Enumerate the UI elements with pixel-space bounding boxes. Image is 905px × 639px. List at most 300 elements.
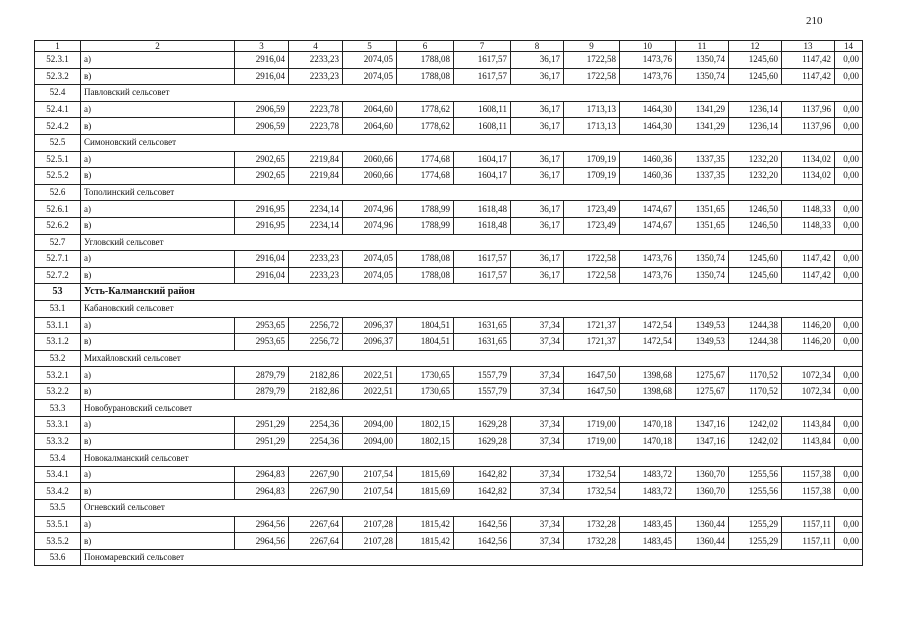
column-number-cell: 3 (235, 41, 289, 52)
value-cell: 1723,49 (564, 217, 620, 234)
value-cell: 1232,20 (729, 168, 782, 185)
value-cell: 1137,96 (782, 118, 835, 135)
column-number-cell: 14 (835, 41, 863, 52)
value-cell: 1255,29 (729, 516, 782, 533)
value-cell: 0,00 (835, 483, 863, 500)
value-cell: 1341,29 (676, 101, 729, 118)
value-cell: 1642,82 (454, 483, 511, 500)
value-cell: 1815,42 (397, 533, 454, 550)
table-row (35, 317, 863, 334)
value-cell: 2916,04 (235, 267, 289, 284)
value-cell: 36,17 (511, 118, 564, 135)
row-code-cell: 53.4.1 (35, 466, 81, 483)
value-cell: 1460,36 (620, 168, 676, 185)
value-cell: 1721,37 (564, 317, 620, 334)
row-code-cell: 53.4 (35, 450, 81, 467)
value-cell: 2096,37 (343, 334, 397, 351)
value-cell: 2964,83 (235, 466, 289, 483)
value-cell: 1275,67 (676, 367, 729, 384)
value-cell: 0,00 (835, 251, 863, 268)
section-heading-row (35, 300, 863, 317)
value-cell: 1631,65 (454, 317, 511, 334)
value-cell: 1246,50 (729, 217, 782, 234)
value-cell: 2951,29 (235, 433, 289, 450)
table-row (35, 334, 863, 351)
row-code-cell: 53.3.2 (35, 433, 81, 450)
value-cell: 2254,36 (289, 433, 343, 450)
value-cell: 1472,54 (620, 334, 676, 351)
value-cell: 1483,72 (620, 466, 676, 483)
row-label-cell: в) (81, 433, 235, 450)
section-heading-row (35, 549, 863, 566)
value-cell: 1341,29 (676, 118, 729, 135)
table-row (35, 383, 863, 400)
value-cell: 37,34 (511, 367, 564, 384)
value-cell: 1473,76 (620, 68, 676, 85)
section-heading-row (35, 350, 863, 367)
value-cell: 2182,86 (289, 383, 343, 400)
value-cell: 2906,59 (235, 101, 289, 118)
value-cell: 1474,67 (620, 217, 676, 234)
value-cell: 1474,67 (620, 201, 676, 218)
value-cell: 1255,56 (729, 483, 782, 500)
value-cell: 1722,58 (564, 68, 620, 85)
value-cell: 1723,49 (564, 201, 620, 218)
row-code-cell: 52.4 (35, 85, 81, 102)
value-cell: 1134,02 (782, 168, 835, 185)
value-cell: 1134,02 (782, 151, 835, 168)
table-row (35, 367, 863, 384)
value-cell: 37,34 (511, 483, 564, 500)
value-cell: 1788,08 (397, 68, 454, 85)
value-cell: 37,34 (511, 516, 564, 533)
section-name-cell: Угловский сельсовет (81, 234, 863, 251)
value-cell: 0,00 (835, 533, 863, 550)
row-code-cell: 52.6.1 (35, 201, 81, 218)
section-heading-row (35, 400, 863, 417)
value-cell: 1713,13 (564, 101, 620, 118)
value-cell: 37,34 (511, 317, 564, 334)
table-row (35, 251, 863, 268)
value-cell: 1157,11 (782, 533, 835, 550)
value-cell: 1147,42 (782, 68, 835, 85)
value-cell: 2060,66 (343, 168, 397, 185)
value-cell: 1713,13 (564, 118, 620, 135)
section-name-cell: Огневский сельсовет (81, 500, 863, 517)
value-cell: 1147,42 (782, 52, 835, 69)
value-cell: 1170,52 (729, 383, 782, 400)
value-cell: 0,00 (835, 52, 863, 69)
section-name-cell: Михайловский сельсовет (81, 350, 863, 367)
value-cell: 2096,37 (343, 317, 397, 334)
value-cell: 1148,33 (782, 217, 835, 234)
tariff-table (34, 40, 863, 566)
value-cell: 1774,68 (397, 151, 454, 168)
row-code-cell: 52.4.2 (35, 118, 81, 135)
row-code-cell: 53.5.2 (35, 533, 81, 550)
value-cell: 36,17 (511, 101, 564, 118)
row-label-cell: в) (81, 168, 235, 185)
value-cell: 1464,30 (620, 101, 676, 118)
section-name-cell: Новокалманский сельсовет (81, 450, 863, 467)
value-cell: 1788,08 (397, 251, 454, 268)
value-cell: 0,00 (835, 68, 863, 85)
value-cell: 1470,18 (620, 433, 676, 450)
value-cell: 0,00 (835, 417, 863, 434)
value-cell: 1778,62 (397, 101, 454, 118)
value-cell: 2964,83 (235, 483, 289, 500)
table-row (35, 483, 863, 500)
section-heading-row (35, 500, 863, 517)
value-cell: 1350,74 (676, 267, 729, 284)
value-cell: 1617,57 (454, 68, 511, 85)
row-label-cell: а) (81, 101, 235, 118)
value-cell: 2094,00 (343, 433, 397, 450)
table-row (35, 466, 863, 483)
value-cell: 1719,00 (564, 417, 620, 434)
value-cell: 1072,34 (782, 383, 835, 400)
row-label-cell: в) (81, 217, 235, 234)
value-cell: 1157,11 (782, 516, 835, 533)
value-cell: 36,17 (511, 267, 564, 284)
row-code-cell: 52.3.2 (35, 68, 81, 85)
value-cell: 1802,15 (397, 433, 454, 450)
row-code-cell: 52.7.1 (35, 251, 81, 268)
value-cell: 1483,72 (620, 483, 676, 500)
column-number-cell: 4 (289, 41, 343, 52)
value-cell: 0,00 (835, 151, 863, 168)
value-cell: 2107,54 (343, 483, 397, 500)
value-cell: 1147,42 (782, 267, 835, 284)
section-heading-row (35, 234, 863, 251)
value-cell: 1732,28 (564, 533, 620, 550)
table-row (35, 533, 863, 550)
column-number-cell: 9 (564, 41, 620, 52)
value-cell: 1242,02 (729, 417, 782, 434)
value-cell: 1815,69 (397, 466, 454, 483)
row-code-cell: 52.7.2 (35, 267, 81, 284)
value-cell: 1788,08 (397, 52, 454, 69)
value-cell: 1236,14 (729, 118, 782, 135)
section-heading-row (35, 85, 863, 102)
value-cell: 1604,17 (454, 168, 511, 185)
value-cell: 1629,28 (454, 433, 511, 450)
value-cell: 2906,59 (235, 118, 289, 135)
value-cell: 1351,65 (676, 201, 729, 218)
value-cell: 1608,11 (454, 118, 511, 135)
value-cell: 1788,08 (397, 267, 454, 284)
value-cell: 1642,56 (454, 533, 511, 550)
value-cell: 2916,95 (235, 201, 289, 218)
value-cell: 1143,84 (782, 417, 835, 434)
column-number-cell: 7 (454, 41, 511, 52)
value-cell: 1398,68 (620, 367, 676, 384)
row-code-cell: 52.5.2 (35, 168, 81, 185)
table-row (35, 433, 863, 450)
section-heading-row (35, 450, 863, 467)
table-row (35, 168, 863, 185)
value-cell: 1483,45 (620, 516, 676, 533)
value-cell: 1245,60 (729, 68, 782, 85)
row-code-cell: 53.1.1 (35, 317, 81, 334)
value-cell: 1146,20 (782, 334, 835, 351)
value-cell: 1802,15 (397, 417, 454, 434)
value-cell: 2267,64 (289, 516, 343, 533)
value-cell: 2094,00 (343, 417, 397, 434)
value-cell: 1473,76 (620, 52, 676, 69)
value-cell: 1617,57 (454, 52, 511, 69)
value-cell: 2064,60 (343, 118, 397, 135)
value-cell: 1236,14 (729, 101, 782, 118)
value-cell: 0,00 (835, 466, 863, 483)
value-cell: 1473,76 (620, 251, 676, 268)
row-label-cell: в) (81, 533, 235, 550)
value-cell: 1618,48 (454, 217, 511, 234)
value-cell: 1360,70 (676, 466, 729, 483)
value-cell: 1722,58 (564, 251, 620, 268)
row-code-cell: 52.3.1 (35, 52, 81, 69)
table-row (35, 201, 863, 218)
value-cell: 1146,20 (782, 317, 835, 334)
row-code-cell: 53.3 (35, 400, 81, 417)
value-cell: 1255,29 (729, 533, 782, 550)
value-cell: 0,00 (835, 118, 863, 135)
value-cell: 36,17 (511, 217, 564, 234)
value-cell: 1629,28 (454, 417, 511, 434)
column-number-cell: 11 (676, 41, 729, 52)
section-name-cell: Кабановский сельсовет (81, 300, 863, 317)
value-cell: 1721,37 (564, 334, 620, 351)
row-code-cell: 53.1 (35, 300, 81, 317)
value-cell: 0,00 (835, 317, 863, 334)
row-code-cell: 53.4.2 (35, 483, 81, 500)
value-cell: 2267,64 (289, 533, 343, 550)
value-cell: 1464,30 (620, 118, 676, 135)
value-cell: 1473,76 (620, 267, 676, 284)
value-cell: 1804,51 (397, 317, 454, 334)
value-cell: 2074,05 (343, 52, 397, 69)
row-label-cell: а) (81, 516, 235, 533)
row-label-cell: в) (81, 334, 235, 351)
value-cell: 2022,51 (343, 383, 397, 400)
value-cell: 1137,96 (782, 101, 835, 118)
value-cell: 1642,56 (454, 516, 511, 533)
row-code-cell: 53.2.2 (35, 383, 81, 400)
value-cell: 2107,28 (343, 516, 397, 533)
value-cell: 1709,19 (564, 168, 620, 185)
section-name-cell: Пономаревский сельсовет (81, 549, 863, 566)
column-number-cell: 12 (729, 41, 782, 52)
value-cell: 2233,23 (289, 68, 343, 85)
value-cell: 1642,82 (454, 466, 511, 483)
value-cell: 0,00 (835, 433, 863, 450)
value-cell: 1483,45 (620, 533, 676, 550)
value-cell: 2107,28 (343, 533, 397, 550)
value-cell: 1157,38 (782, 483, 835, 500)
column-number-cell: 2 (81, 41, 235, 52)
value-cell: 2256,72 (289, 317, 343, 334)
table-row (35, 118, 863, 135)
value-cell: 2916,95 (235, 217, 289, 234)
value-cell: 1148,33 (782, 201, 835, 218)
value-cell: 2233,23 (289, 52, 343, 69)
value-cell: 37,34 (511, 533, 564, 550)
value-cell: 36,17 (511, 201, 564, 218)
column-number-cell: 10 (620, 41, 676, 52)
value-cell: 1245,60 (729, 251, 782, 268)
value-cell: 1244,38 (729, 317, 782, 334)
column-number-cell: 13 (782, 41, 835, 52)
section-heading-row (35, 184, 863, 201)
row-label-cell: в) (81, 383, 235, 400)
value-cell: 1722,58 (564, 267, 620, 284)
row-label-cell: а) (81, 417, 235, 434)
value-cell: 1072,34 (782, 367, 835, 384)
value-cell: 1815,69 (397, 483, 454, 500)
value-cell: 1604,17 (454, 151, 511, 168)
value-cell: 1349,53 (676, 317, 729, 334)
value-cell: 0,00 (835, 334, 863, 351)
row-label-cell: а) (81, 367, 235, 384)
value-cell: 1788,99 (397, 201, 454, 218)
row-label-cell: в) (81, 267, 235, 284)
value-cell: 1347,16 (676, 417, 729, 434)
value-cell: 1557,79 (454, 367, 511, 384)
value-cell: 1631,65 (454, 334, 511, 351)
table-body (35, 41, 863, 566)
value-cell: 37,34 (511, 383, 564, 400)
value-cell: 0,00 (835, 101, 863, 118)
table-row (35, 267, 863, 284)
value-cell: 1347,16 (676, 433, 729, 450)
value-cell: 1788,99 (397, 217, 454, 234)
value-cell: 0,00 (835, 217, 863, 234)
value-cell: 1244,38 (729, 334, 782, 351)
value-cell: 1242,02 (729, 433, 782, 450)
table-row (35, 217, 863, 234)
value-cell: 1360,44 (676, 533, 729, 550)
value-cell: 2182,86 (289, 367, 343, 384)
value-cell: 1143,84 (782, 433, 835, 450)
section-name-cell: Новобурановский сельсовет (81, 400, 863, 417)
value-cell: 1804,51 (397, 334, 454, 351)
value-cell: 1350,74 (676, 251, 729, 268)
row-code-cell: 53.5 (35, 500, 81, 517)
row-label-cell: а) (81, 251, 235, 268)
value-cell: 1147,42 (782, 251, 835, 268)
value-cell: 2953,65 (235, 317, 289, 334)
value-cell: 2256,72 (289, 334, 343, 351)
value-cell: 37,34 (511, 433, 564, 450)
row-label-cell: в) (81, 118, 235, 135)
value-cell: 1709,19 (564, 151, 620, 168)
value-cell: 1360,70 (676, 483, 729, 500)
row-label-cell: а) (81, 151, 235, 168)
value-cell: 2060,66 (343, 151, 397, 168)
value-cell: 1774,68 (397, 168, 454, 185)
column-number-cell: 8 (511, 41, 564, 52)
value-cell: 1245,60 (729, 267, 782, 284)
value-cell: 2916,04 (235, 68, 289, 85)
value-cell: 1617,57 (454, 267, 511, 284)
column-number-row (35, 41, 863, 52)
value-cell: 2074,05 (343, 267, 397, 284)
value-cell: 1157,38 (782, 466, 835, 483)
value-cell: 2267,90 (289, 483, 343, 500)
row-code-cell: 52.6 (35, 184, 81, 201)
value-cell: 1647,50 (564, 383, 620, 400)
value-cell: 36,17 (511, 251, 564, 268)
value-cell: 2902,65 (235, 151, 289, 168)
value-cell: 0,00 (835, 267, 863, 284)
value-cell: 2916,04 (235, 52, 289, 69)
value-cell: 1349,53 (676, 334, 729, 351)
table-row (35, 151, 863, 168)
value-cell: 2223,78 (289, 118, 343, 135)
value-cell: 2254,36 (289, 417, 343, 434)
value-cell: 1732,54 (564, 466, 620, 483)
value-cell: 2267,90 (289, 466, 343, 483)
value-cell: 1337,35 (676, 168, 729, 185)
value-cell: 1647,50 (564, 367, 620, 384)
value-cell: 1815,42 (397, 516, 454, 533)
value-cell: 2074,05 (343, 68, 397, 85)
value-cell: 2234,14 (289, 201, 343, 218)
value-cell: 1732,54 (564, 483, 620, 500)
value-cell: 1719,00 (564, 433, 620, 450)
row-code-cell: 53.3.1 (35, 417, 81, 434)
value-cell: 0,00 (835, 516, 863, 533)
value-cell: 1730,65 (397, 383, 454, 400)
value-cell: 37,34 (511, 334, 564, 351)
value-cell: 1608,11 (454, 101, 511, 118)
column-number-cell: 5 (343, 41, 397, 52)
value-cell: 1337,35 (676, 151, 729, 168)
row-code-cell: 53.6 (35, 549, 81, 566)
value-cell: 2916,04 (235, 251, 289, 268)
section-name-cell: Тополинский сельсовет (81, 184, 863, 201)
value-cell: 37,34 (511, 466, 564, 483)
value-cell: 1275,67 (676, 383, 729, 400)
value-cell: 2964,56 (235, 516, 289, 533)
value-cell: 1472,54 (620, 317, 676, 334)
row-code-cell: 53 (35, 284, 81, 301)
value-cell: 1255,56 (729, 466, 782, 483)
row-label-cell: в) (81, 483, 235, 500)
row-code-cell: 52.5.1 (35, 151, 81, 168)
value-cell: 1732,28 (564, 516, 620, 533)
value-cell: 1398,68 (620, 383, 676, 400)
value-cell: 2219,84 (289, 151, 343, 168)
value-cell: 2074,96 (343, 217, 397, 234)
value-cell: 1360,44 (676, 516, 729, 533)
row-label-cell: а) (81, 317, 235, 334)
row-code-cell: 53.2 (35, 350, 81, 367)
value-cell: 1722,58 (564, 52, 620, 69)
value-cell: 2964,56 (235, 533, 289, 550)
row-code-cell: 52.5 (35, 134, 81, 151)
value-cell: 36,17 (511, 52, 564, 69)
row-code-cell: 52.6.2 (35, 217, 81, 234)
value-cell: 2234,14 (289, 217, 343, 234)
row-code-cell: 53.2.1 (35, 367, 81, 384)
value-cell: 1232,20 (729, 151, 782, 168)
value-cell: 0,00 (835, 367, 863, 384)
table-row (35, 52, 863, 69)
row-label-cell: а) (81, 201, 235, 218)
value-cell: 0,00 (835, 168, 863, 185)
value-cell: 2902,65 (235, 168, 289, 185)
